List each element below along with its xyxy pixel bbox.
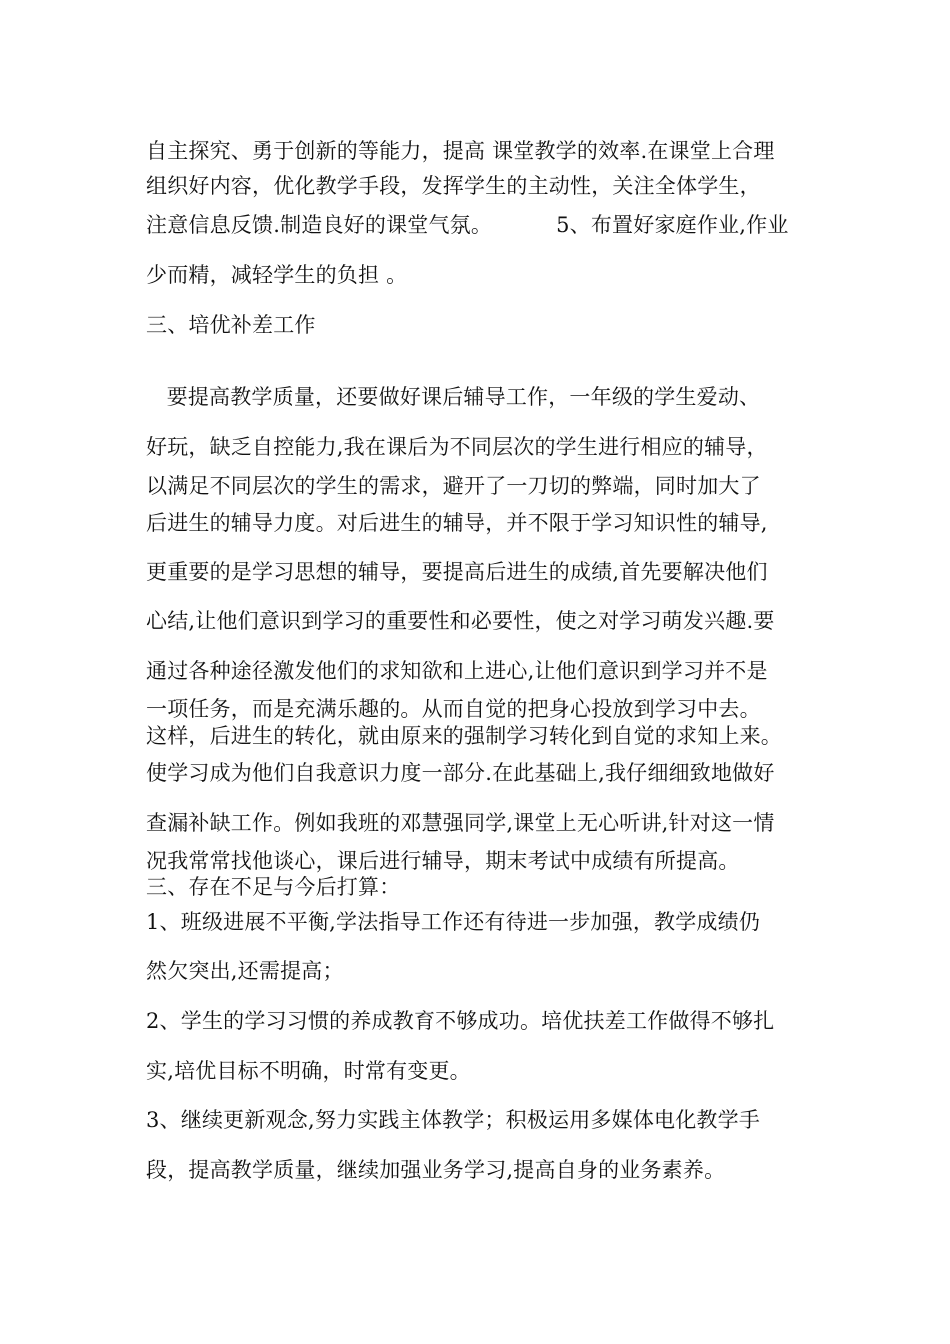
list-item: 1、班级进展不平衡,学法指导工作还有待进一步加强，教学成绩仍 [146, 910, 761, 934]
paragraph-line: 少而精，减轻学生的负担 。 [146, 263, 408, 287]
section-heading: 三、培优补差工作 [146, 313, 316, 337]
paragraph-line: 查漏补缺工作。例如我班的邓慧强同学,课堂上无心听讲,针对这一情 [146, 811, 775, 835]
list-item: 3、继续更新观念,努力实践主体教学；积极运用多媒体电化教学手 [146, 1108, 761, 1132]
paragraph-line: 后进生的辅导力度。对后进生的辅导，并不限于学习知识性的辅导, [146, 511, 768, 535]
paragraph-line: 况我常常找他谈心，课后进行辅导，期末考试中成绩有所提高。 [146, 849, 740, 873]
paragraph-line: 更重要的是学习思想的辅导，要提高后进生的成绩,首先要解决他们 [146, 560, 768, 584]
paragraph-line: 一项任务，而是充满乐趣的。从而自觉的把身心投放到学习中去。 [146, 697, 761, 721]
paragraph-line [146, 211, 789, 239]
section-heading: 三、存在不足与今后打算： [146, 875, 401, 899]
paragraph-line: 使学习成为他们自我意识力度一部分.在此基础上,我仔细细致地做好 [146, 761, 775, 785]
paragraph-line: 好玩，缺乏自控能力,我在课后为不同层次的学生进行相应的辅导， [146, 435, 768, 459]
list-item-continuation: 然欠突出,还需提高； [146, 959, 344, 983]
paragraph-line: 心结,让他们意识到学习的重要性和必要性，使之对学习萌发兴趣.要 [146, 609, 775, 633]
paragraph-line: 通过各种途径激发他们的求知欲和上进心,让他们意识到学习并不是 [146, 659, 768, 683]
paragraph-line-part: 注意信息反馈.制造良好的课堂气氛。 [146, 213, 493, 237]
paragraph-line: 要提高教学质量，还要做好课后辅导工作，一年级的学生爱动、 [146, 385, 761, 409]
list-item-continuation: 段，提高教学质量，继续加强业务学习,提高自身的业务素养。 [146, 1158, 726, 1182]
list-item: 2、学生的学习习惯的养成教育不够成功。培优扶差工作做得不够扎 [146, 1009, 775, 1033]
paragraph-line: 这样，后进生的转化，就由原来的强制学习转化到自觉的求知上来。 [146, 724, 782, 748]
paragraph-line: 自主探究、勇于创新的等能力，提高 课堂教学的效率.在课堂上合理 [146, 139, 775, 163]
paragraph-line: 以满足不同层次的学生的需求，避开了一刀切的弊端，同时加大了 [146, 474, 761, 498]
list-item-continuation: 实,培优目标不明确，时常有变更。 [146, 1059, 471, 1083]
list-item-heading: 5、布置好家庭作业,作业 [556, 213, 789, 237]
paragraph-line: 组织好内容，优化教学手段，发挥学生的主动性，关注全体学生， [146, 174, 761, 198]
